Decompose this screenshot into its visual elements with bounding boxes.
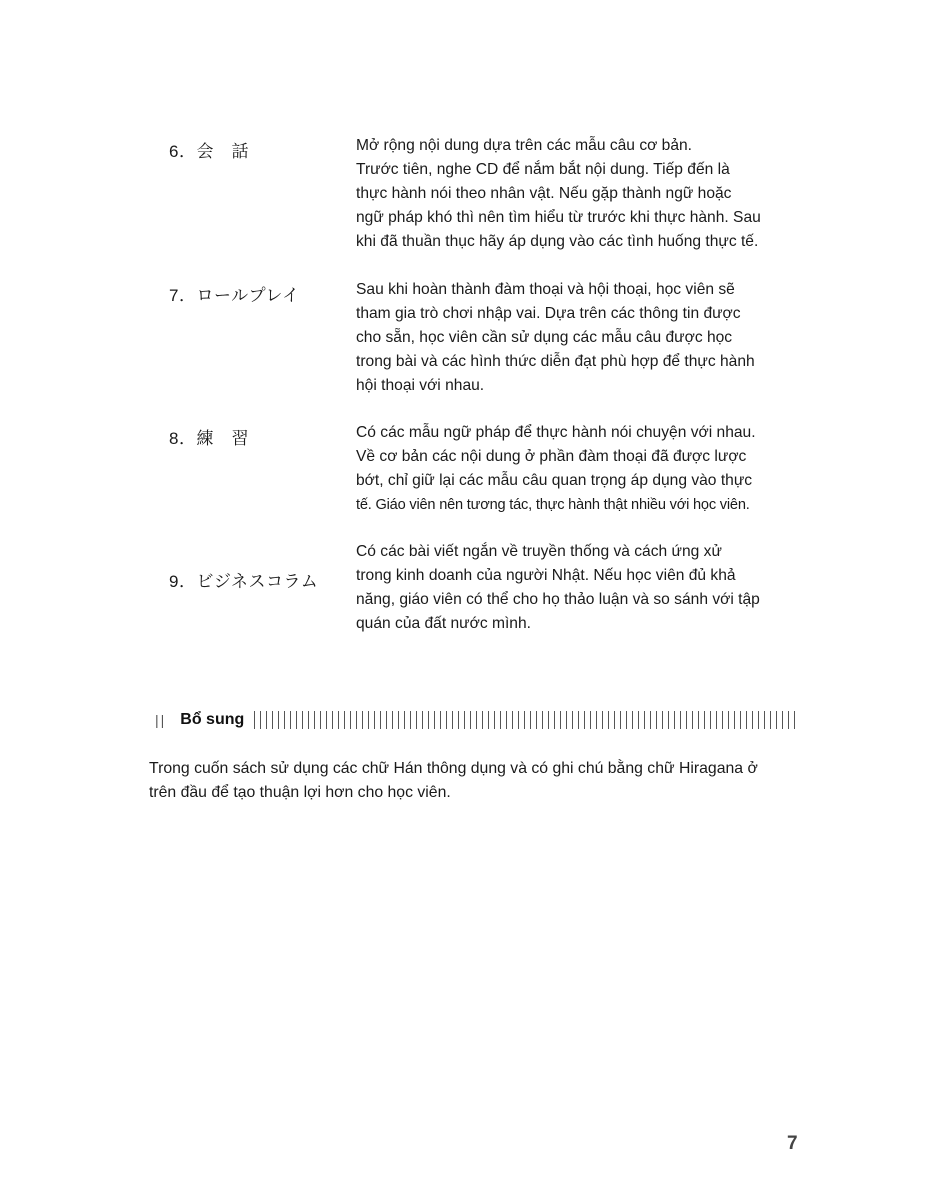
page-number: 7 [787, 1133, 798, 1154]
desc-line: trong kinh doanh của người Nhật. Nếu học viên đủ khả [356, 567, 736, 584]
item-6-term: 6．会 話 [169, 142, 249, 161]
desc-line: hội thoại với nhau. [356, 377, 485, 394]
desc-line: Sau khi hoàn thành đàm thoại và hội thoại, học viên sẽ [356, 281, 735, 298]
item-6-description [356, 134, 789, 254]
note-line: trên đầu để tạo thuận lợi hơn cho học viên. [149, 784, 451, 801]
supplement-note [149, 757, 799, 805]
divider-bars-left: || [155, 712, 167, 728]
desc-line: Trước tiên, nghe CD để nắm bắt nội dung. Tiếp đến là [356, 161, 730, 178]
note-line: Trong cuốn sách sử dụng các chữ Hán thông dụng và có ghi chú bằng chữ Hiragana ở [149, 760, 758, 777]
item-8-description [356, 421, 789, 517]
item-9-term: 9．ビジネスコラム [169, 572, 319, 591]
item-8-term: 8．練 習 [169, 429, 249, 448]
desc-line: bớt, chỉ giữ lại các mẫu câu quan trọng áp dụng vào thực [356, 472, 753, 489]
desc-line: Về cơ bản các nội dung ở phần đàm thoại đã được lược [356, 448, 747, 465]
desc-line: Mở rộng nội dung dựa trên các mẫu câu cơ bản. [356, 137, 693, 154]
desc-line: Có các bài viết ngắn về truyền thống và cách ứng xử [356, 543, 722, 560]
desc-line: thực hành nói theo nhân vật. Nếu gặp thành ngữ hoặc [356, 185, 732, 202]
desc-line: quán của đất nước mình. [356, 615, 531, 632]
item-7-description [356, 278, 789, 398]
desc-line: khi đã thuần thục hãy áp dụng vào các tình huống thực tế. [356, 233, 759, 250]
desc-line: tham gia trò chơi nhập vai. Dựa trên các thông tin được [356, 305, 741, 322]
item-9-description [356, 540, 789, 636]
divider-bars-right [254, 711, 795, 729]
supplement-heading: Bổ sung [180, 711, 245, 728]
desc-line: tế. Giáo viên nên tương tác, thực hành thật nhiều với học viên. [356, 497, 750, 513]
desc-line: năng, giáo viên có thể cho họ thảo luận và so sánh với tập [356, 591, 760, 608]
supplement-divider [155, 708, 795, 732]
desc-line: trong bài và các hình thức diễn đạt phù hợp để thực hành [356, 353, 755, 370]
desc-line: Có các mẫu ngữ pháp để thực hành nói chuyện với nhau. [356, 424, 756, 441]
desc-line: ngữ pháp khó thì nên tìm hiểu từ trước khi thực hành. Sau [356, 209, 761, 226]
item-7-term: 7．ロールプレイ [169, 286, 300, 305]
desc-line: cho sẵn, học viên cần sử dụng các mẫu câu được học [356, 329, 733, 346]
